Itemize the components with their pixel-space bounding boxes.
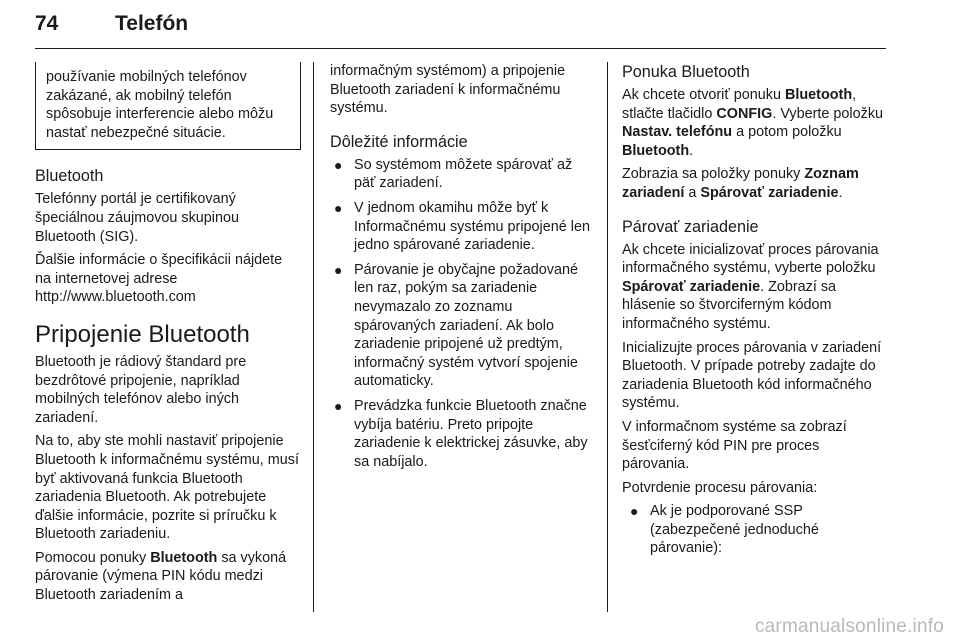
paragraph: V informačnom systéme sa zobrazí šesťciferný kód PIN pre proces párovania.	[622, 418, 847, 473]
paragraph: Ak chcete inicializovať proces párovania informačného systému, vyberte položku Spárovať zariadenie. Zobrazí sa hlásenie so štvorciferným kódom informačného systému.	[622, 241, 879, 332]
pairing-list	[622, 502, 890, 558]
warning-box	[35, 62, 301, 150]
paragraph: Inicializujte proces párovania v zariadení Bluetooth. V prípade potreby zadajte do zariadenia Bluetooth kód informačného systému.	[622, 339, 882, 412]
watermark: carmanualsonline.info	[754, 616, 944, 637]
bullet-icon: ●	[630, 503, 639, 520]
list-item: ● So systémom môžete spárovať až päť zariadení.	[334, 156, 573, 192]
column-divider-right	[607, 62, 608, 612]
column-middle	[330, 62, 595, 477]
list-item: ● V jednom okamihu môže byť k Informačnému systému pripojené len jedno spárované zariadenie.	[334, 199, 590, 254]
section-heading-bluetooth: Bluetooth	[35, 167, 104, 186]
paragraph: Potvrdenie procesu párovania:	[622, 479, 818, 496]
section-heading-important: Dôležité informácie	[330, 132, 468, 151]
paragraph: Telefónny portál je certifikovaný špeciálnou záujmovou skupinou Bluetooth (SIG).	[35, 191, 239, 245]
column-left	[35, 62, 300, 610]
section-heading-pair-device: Párovať zariadenie	[622, 217, 759, 236]
paragraph: informačným systémom) a pripojenie Bluetooth zariadení k informačnému systému.	[330, 63, 566, 117]
paragraph: Ak chcete otvoriť ponuku Bluetooth, stlačte tlačidlo CONFIG. Vyberte položku Nastav. telefónu a potom položku Bluetooth.	[622, 87, 884, 159]
page-number: 74	[35, 12, 59, 35]
list-item: ● Ak je podporované SSP (zabezpečené jednoduché párovanie):	[630, 503, 819, 557]
column-right	[622, 62, 890, 564]
bullet-icon: ●	[334, 261, 343, 278]
menu-term: Bluetooth	[150, 549, 218, 566]
bullet-icon: ●	[334, 156, 343, 173]
paragraph: Ďalšie informácie o špecifikácii nájdete na internetovej adrese http://www.bluetooth.com	[35, 252, 283, 306]
page-header	[35, 10, 886, 50]
paragraph: Zobrazia sa položky ponuky Zoznam zariadení a Spárovať zariadenie.	[622, 166, 859, 201]
list-item: ● Prevádzka funkcie Bluetooth značne vybíja batériu. Preto pripojte zariadenie k elektrickej zásuvke, aby sa nabíjalo.	[334, 397, 588, 470]
running-title: Telefón	[115, 12, 189, 35]
bullet-icon: ●	[334, 199, 343, 216]
warning-text: používanie mobilných telefónov zakázané, ak mobilný telefón spôsobuje interferencie alebo môžu nastať nebezpečné situácie.	[46, 69, 274, 141]
important-list	[330, 156, 595, 472]
header-rule	[35, 48, 886, 49]
paragraph: Pomocou ponuky Bluetooth sa vykoná párovanie (výmena PIN kódu medzi Bluetooth zariadením a	[35, 549, 287, 604]
section-heading-bluetooth-menu: Ponuka Bluetooth	[622, 63, 750, 81]
paragraph: Bluetooth je rádiový štandard pre bezdrôtové pripojenie, napríklad mobilných telefónov alebo iných zariadení.	[35, 353, 247, 426]
chapter-heading-bluetooth-connection: Pripojenie Bluetooth	[35, 320, 250, 348]
list-item: ● Párovanie je obyčajne požadované len raz, pokým sa zariadenie nevymazalo zo zoznamu spárovaných zariadení. Ak bolo zariadenie pripojené už predtým, informačný systém vytvorí spojenie automaticky.	[334, 261, 579, 390]
column-divider-left	[313, 62, 314, 612]
bullet-icon: ●	[334, 397, 343, 414]
paragraph: Na to, aby ste mohli nastaviť pripojenie Bluetooth k informačnému systému, musí byť aktivovaná funkcia Bluetooth zariadenia Bluetooth. Ak potrebujete ďalšie informácie, pozrite si príručku k Bluetooth zariadeniu.	[35, 433, 299, 543]
